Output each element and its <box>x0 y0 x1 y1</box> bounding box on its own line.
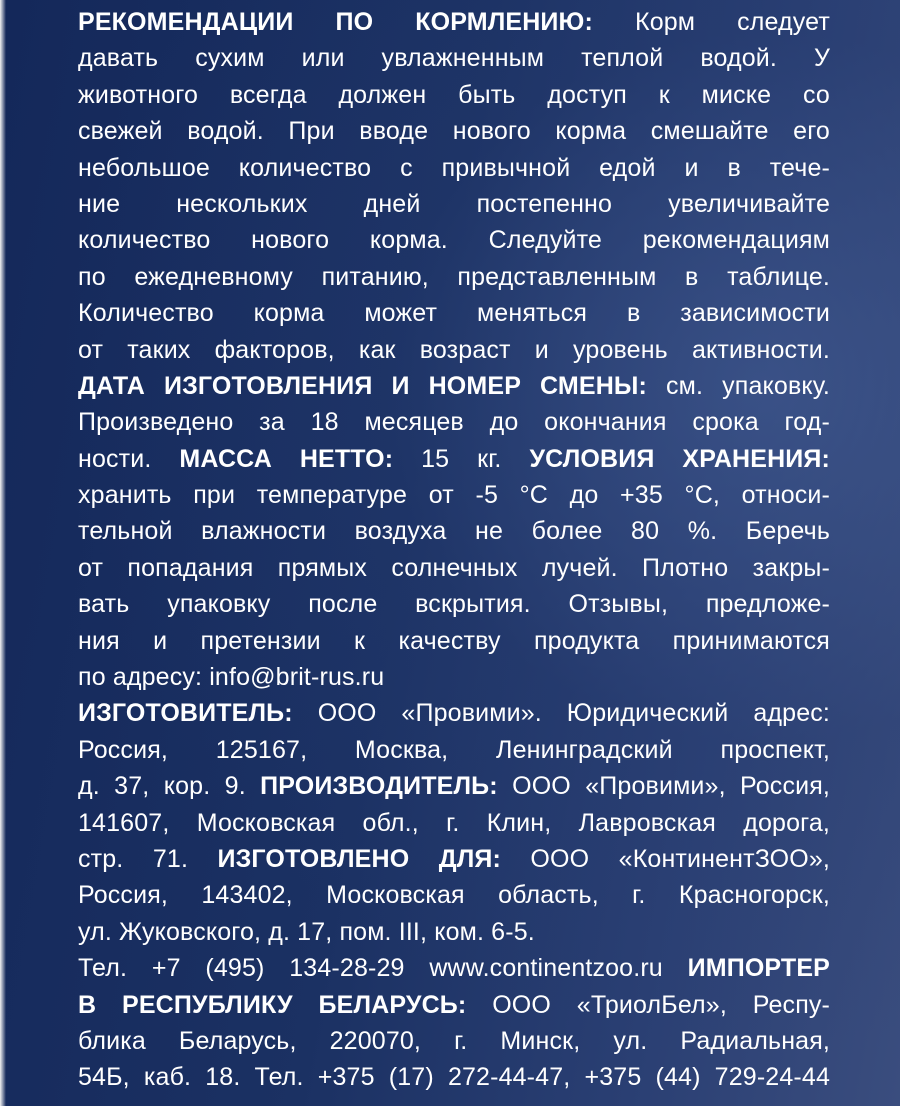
storage-heading: УСЛОВИЯ ХРАНЕНИЯ: <box>529 444 830 473</box>
mass-heading: МАССА НЕТТО: <box>179 444 394 473</box>
feeding-line-7: количество нового корма. Следуйте рекомендациям <box>78 226 830 255</box>
manufacturer-line-8 <box>78 950 830 986</box>
made-for-text: ООО «КонтинентЗОО», <box>500 844 830 873</box>
production-line-3 <box>78 441 830 477</box>
production-date-line <box>78 368 830 404</box>
manufacturer-line-3-start: д. 37, кор. 9. <box>78 772 261 801</box>
manufacturer-line-9 <box>78 987 830 1023</box>
storage-line-4: вать упаковку после вскрытия. Отзывы, предложе- <box>78 590 830 619</box>
manufacturer-line-1 <box>78 695 830 731</box>
manufacturer-text: ООО «Провими». Юридический адрес: <box>292 699 830 728</box>
manufacturer-line-3 <box>78 768 830 804</box>
manufacturer-line-5-start: стр. 71. <box>78 844 218 873</box>
storage-line-6: по адресу: info@brit-rus.ru <box>78 663 385 692</box>
storage-line-2: тельной влажности воздуха не более 80 %. Беречь <box>78 517 830 546</box>
production-date-heading: ДАТА ИЗГОТОВЛЕНИЯ И НОМЕР СМЕНЫ: <box>78 371 648 400</box>
importer-heading-2: В РЕСПУБЛИКУ БЕЛАРУСЬ: <box>78 990 467 1019</box>
phone-web-text: Тел. +7 (495) 134-28-29 www.continentzoo.ru <box>78 954 688 983</box>
manufacturer-line-2: Россия, 125167, Москва, Ленинградский проспект, <box>78 735 830 764</box>
label-text-block <box>78 4 830 1096</box>
manufacturer-line-5 <box>78 841 830 877</box>
manufacturer-line-10: блика Беларусь, 220070, г. Минск, ул. Радиальная, <box>78 1026 830 1055</box>
storage-line-3: от попадания прямых солнечных лучей. Плотно закры- <box>78 553 830 582</box>
mass-text: 15 кг. <box>393 444 530 473</box>
manufacturer-line-11: 54Б, каб. 18. Тел. +375 (17) 272-44-47, +375 (44) 729-24-44 <box>78 1063 830 1092</box>
feeding-line-3: животного всегда должен быть доступ к миске со <box>78 80 830 109</box>
feeding-line-8: по ежедневному питанию, представленным в таблице. <box>78 262 830 291</box>
feeding-line-9: Количество корма может меняться в зависимости <box>78 299 830 328</box>
package-edge <box>0 0 6 1106</box>
feeding-text: Корм следует <box>592 8 830 36</box>
storage-line-5: ния и претензии к качеству продукта принимаются <box>78 626 830 655</box>
feeding-line-6: ние нескольких дней постепенно увеличивайте <box>78 189 830 218</box>
made-for-heading: ИЗГОТОВЛЕНО ДЛЯ: <box>217 844 501 873</box>
production-date-text: см. упаковку. <box>647 371 830 400</box>
feeding-line-1 <box>78 4 830 40</box>
producer-text: ООО «Провими», Россия, <box>497 772 830 801</box>
manufacturer-heading: ИЗГОТОВИТЕЛЬ: <box>78 699 293 728</box>
storage-line-1: хранить при температуре от -5 °С до +35 °С, относи- <box>78 481 830 510</box>
manufacturer-line-6: Россия, 143402, Московская область, г. Красногорск, <box>78 881 830 910</box>
manufacturer-line-4: 141607, Московская обл., г. Клин, Лавровская дорога, <box>78 808 830 837</box>
importer-text: ООО «ТриолБел», Респу- <box>466 990 830 1019</box>
production-line-3-start: ности. <box>78 444 180 473</box>
manufacturer-line-7: ул. Жуковского, д. 17, пом. III, ком. 6-5. <box>78 917 535 946</box>
feeding-line-10: от таких факторов, как возраст и уровень активности. <box>78 335 830 364</box>
feeding-heading: РЕКОМЕНДАЦИИ ПО КОРМЛЕНИЮ: <box>78 8 593 36</box>
producer-heading: ПРОИЗВОДИТЕЛЬ: <box>260 772 498 801</box>
feeding-line-2: давать сухим или увлажненным теплой водой. У <box>78 44 830 73</box>
feeding-line-5: небольшое количество с привычной едой и в тече- <box>78 153 830 182</box>
feeding-line-4: свежей водой. При вводе нового корма смешайте его <box>78 117 830 146</box>
importer-heading-1: ИМПОРТЕР <box>687 954 830 983</box>
production-line-2: Произведено за 18 месяцев до окончания срока год- <box>78 408 830 437</box>
